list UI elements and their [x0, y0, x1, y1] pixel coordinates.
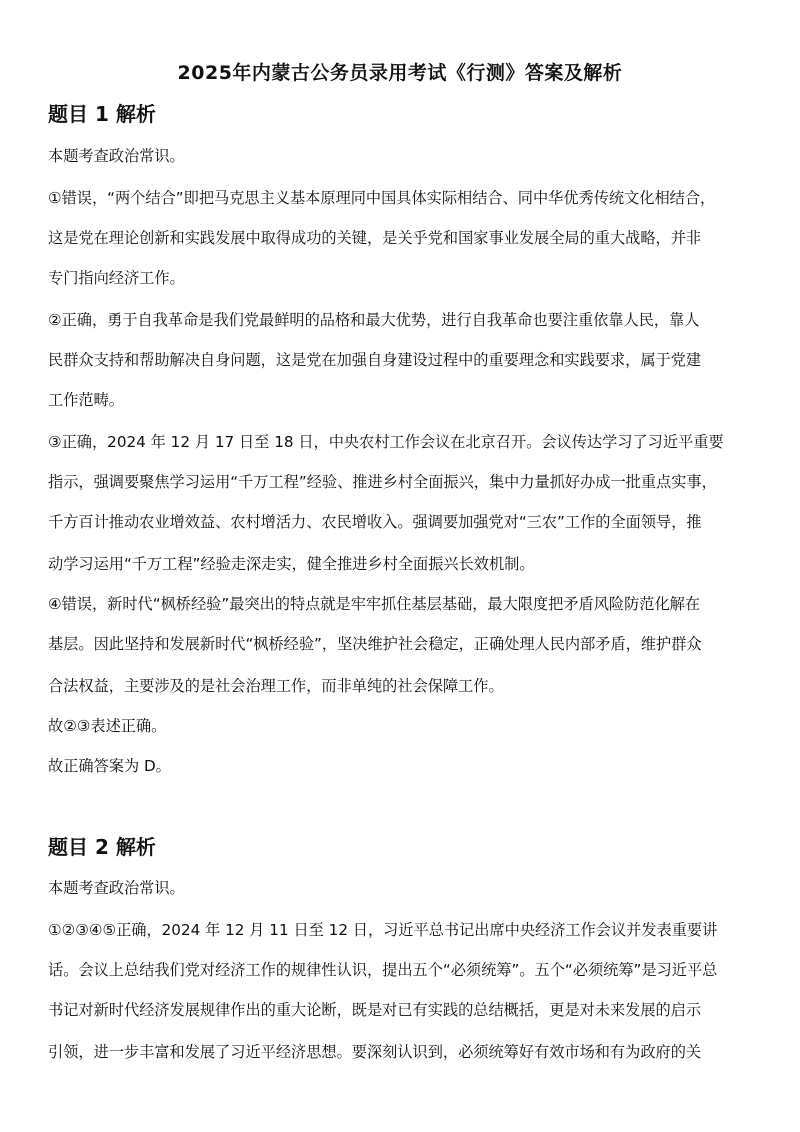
q2-line-1: 本题考查政治常识。 — [48, 879, 185, 897]
q1-line-3: 这是党在理论创新和实践发展中取得成功的关键，是关乎党和国家事业发展全局的重大战略，并非 — [48, 229, 702, 247]
q2-line-5: 引领，进一步丰富和发展了习近平经济思想。要深刻认识到，必须统筹好有效市场和有为政府的关 — [48, 1043, 702, 1061]
q1-line-13: 基层。因此坚持和发展新时代“枫桥经验”，坚决维护社会稳定，正确处理人民内部矛盾，维护群众 — [48, 635, 702, 653]
q1-line-10: 千方百计推动农业增效益、农村增活力、农民增收入。强调要加强党对“三农”工作的全面领导，推 — [48, 513, 702, 531]
q2-line-2: ①②③④⑤正确，2024 年 12 月 11 日至 12 日，习近平总书记出席中央经济工作会议并发表重要讲 — [48, 921, 718, 939]
q1-line-12: ④错误，新时代“枫桥经验”最突出的特点就是牢牢抓住基层基础，最大限度把矛盾风险防范化解在 — [48, 595, 701, 613]
q1-line-16: 故正确答案为 D。 — [48, 757, 171, 775]
q1-line-11: 动学习运用“千万工程”经验走深走实，健全推进乡村全面振兴长效机制。 — [48, 555, 535, 573]
q1-line-15: 故②③表述正确。 — [48, 717, 167, 735]
q1-line-14: 合法权益，主要涉及的是社会治理工作，而非单纯的社会保障工作。 — [48, 677, 504, 695]
question-2-heading: 题目 2 解析 — [48, 835, 156, 859]
page-title: 2025年内蒙古公务员录用考试《行测》答案及解析 — [177, 62, 623, 84]
q2-line-4: 书记对新时代经济发展规律作出的重大论断，既是对已有实践的总结概括，更是对未来发展的启示 — [48, 1001, 702, 1019]
question-1-heading: 题目 1 解析 — [48, 102, 156, 126]
q1-line-4: 专门指向经济工作。 — [48, 269, 185, 287]
q1-line-6: 民群众支持和帮助解决自身问题，这是党在加强自身建设过程中的重要理念和实践要求，属于党建 — [48, 351, 702, 369]
q1-line-1: 本题考查政治常识。 — [48, 147, 185, 165]
q1-line-5: ②正确，勇于自我革命是我们党最鲜明的品格和最大优势，进行自我革命也要注重依靠人民，靠人 — [48, 311, 700, 329]
q2-line-3: 话。会议上总结我们党对经济工作的规律性认识，提出五个“必须统筹”。五个“必须统筹”是习近平总 — [48, 961, 718, 979]
q1-line-8: ③正确，2024 年 12 月 17 日至 18 日，中央农村工作会议在北京召开。会议传达学习了习近平重要 — [48, 433, 724, 451]
q1-line-7: 工作范畴。 — [48, 391, 124, 409]
q1-line-9: 指示，强调要聚焦学习运用“千万工程”经验、推进乡村全面振兴，集中力量抓好办成一批重点实事， — [48, 473, 717, 491]
q1-line-2: ①错误，“两个结合”即把马克思主义基本原理同中国具体实际相结合、同中华优秀传统文化相结合， — [48, 189, 716, 207]
